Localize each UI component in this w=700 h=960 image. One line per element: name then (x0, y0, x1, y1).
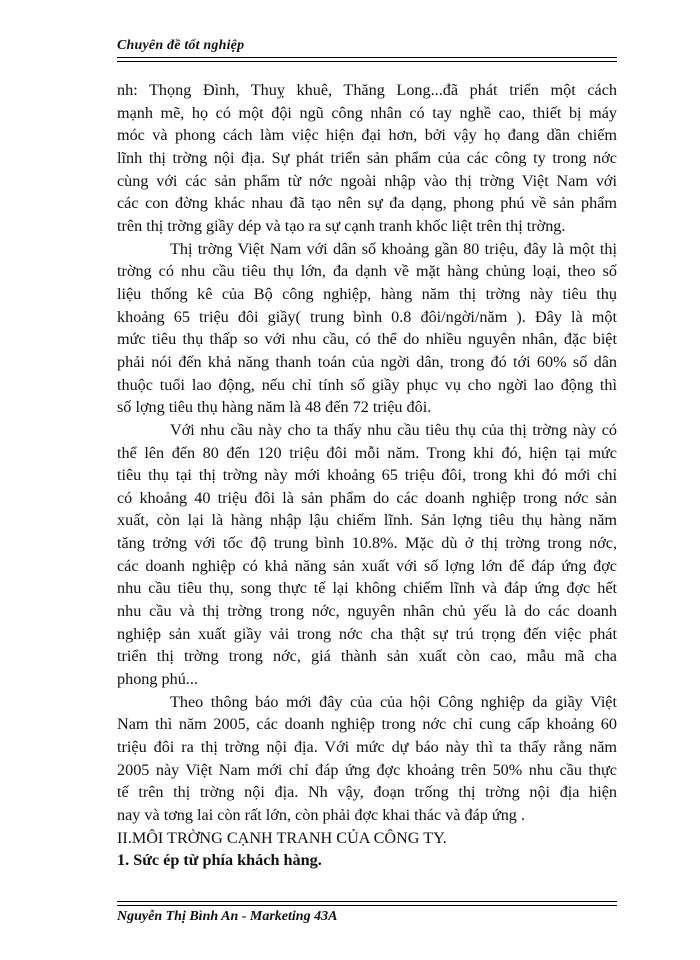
footer-rule-secondary (117, 905, 617, 906)
text-line: tế trên thị trờng nội địa. Nh vậy, đoạn trống thị trờng nội địa hiện (117, 783, 617, 802)
text-line: trờng có nhu cầu tiêu thụ lớn, đa dạnh về mặt hàng chủng loại, theo số (117, 262, 617, 281)
text-line: nh: Thọng Đình, Thuỵ khuê, Thăng Long...đã phát triển một cách (117, 81, 617, 99)
header-rule-secondary (117, 61, 617, 62)
text-line: thuộc tuổi lao động, nếu chỉ tính số giầy phục vụ cho ngời lao động thì (117, 375, 617, 394)
text-line: nay và tơng lai còn rất lớn, còn phải đợc khai thác và đáp ứng . (117, 806, 525, 824)
text-line: triệu đôi ra thị trờng nội địa. Với mức dự báo này thì ta thấy rằng năm (117, 738, 617, 757)
text-line: nghiệp sản xuất giầy vải trong nớc cha thật sự trú trọng đến việc phát (117, 624, 617, 643)
text-line: phải nói đến khả năng thanh toán của ngời dân, trong đó tới 60% số dân (117, 352, 617, 371)
document-body (117, 79, 617, 872)
text-line: mạnh mẽ, họ có một đội ngũ công nhân có tay nghề cao, thiết bị máy (117, 103, 617, 122)
text-line: liệu thống kê của Bộ công nghiệp, hàng năm thị trờng này tiêu thụ (117, 284, 617, 303)
text-line: trên thị trờng giầy dép và tạo ra sự cạnh tranh khốc liệt trên thị trờng. (117, 216, 566, 235)
text-line: nhu cầu tiêu thụ, song thực tế lại không chiếm lĩnh và đáp ứng đợc hết (117, 579, 617, 598)
paragraph-first-line: Theo thông báo mới đây của của hội Công nghiệp da giầy Việt (170, 692, 617, 711)
text-line: tăng trởng với tốc độ trung bình 10.8%. Mặc dù ở thị trờng trong nớc, (117, 534, 617, 553)
text-line: nhu cầu và thị trờng trong nớc, nguyên nhân chủ yếu là do các doanh (117, 602, 617, 621)
footer-rule (117, 901, 617, 902)
text-line: tiêu thụ tại thị trờng này mới khoảng 65 triệu đôi, trong khi đó mới chỉ (117, 466, 617, 485)
text-line: các con đờng khác nhau đã tạo nên sự đa dạng, phong phú về sản phẩm (117, 194, 617, 213)
text-line: móc và phong cách làm việc hiện đại hơn, bởi vậy họ đang dần chiếm (117, 126, 617, 145)
subsection-heading: 1. Sức ép từ phía khách hàng. (117, 851, 322, 870)
text-line: mức tiêu thụ thấp so với nhu cầu, có thể do nhiều nguyên nhân, đặc biệt (117, 330, 617, 349)
text-line: cùng với các sản phẩm từ nớc ngoài nhập vào thị trờng Việt Nam với (117, 171, 617, 190)
text-line: khoảng 65 triệu đôi giầy( trung bình 0.8 đôi/ngời/năm ). Đây là một (117, 307, 617, 326)
text-line: triển thị trờng trong nớc, giá thành sản xuất còn cao, mẫu mã cha (117, 647, 617, 666)
section-heading: II.MÔI TRỜNG CẠNH TRANH CỦA CÔNG TY. (117, 828, 447, 847)
text-line: phong phú... (117, 670, 198, 689)
text-line: thể lên đến 80 đến 120 triệu đôi mỗi năm. Trong khi đó, hiện tại mức (117, 443, 617, 462)
paragraph-first-line: Với nhu cầu này cho ta thấy nhu cầu tiêu thụ của thị trờng này có (170, 420, 617, 439)
text-line: các doanh nghiệp có khả năng sản xuất với số lợng lớn để đáp ứng đợc (117, 556, 617, 575)
page-header: Chuyên đề tốt nghiệp (117, 38, 245, 53)
text-line: số lợng tiêu thụ hàng năm là 48 đến 72 triệu đôi. (117, 398, 432, 417)
text-line: có khoảng 40 triệu đôi là sản phẩm do các doanh nghiệp trong nớc sản (117, 488, 617, 507)
page-footer: Nguyễn Thị Bình An - Marketing 43A (117, 909, 338, 924)
text-line: Nam thì năm 2005, các doanh nghiệp trong nớc chỉ cung cấp khoảng 60 (117, 715, 617, 734)
text-line: lĩnh thị trờng nội địa. Sự phát triển sản phẩm của các công ty trong nớc (117, 148, 617, 167)
text-line: xuất, còn lại là hàng nhập lậu chiếm lĩnh. Sản lợng tiêu thụ hàng năm (117, 511, 617, 530)
paragraph-first-line: Thị trờng Việt Nam với dân số khoảng gần 80 triệu, đây là một thị (170, 239, 617, 258)
header-rule (117, 57, 617, 58)
text-line: 2005 này Việt Nam mới chỉ đáp ứng đợc khoảng trên 50% nhu cầu thực (117, 760, 617, 779)
